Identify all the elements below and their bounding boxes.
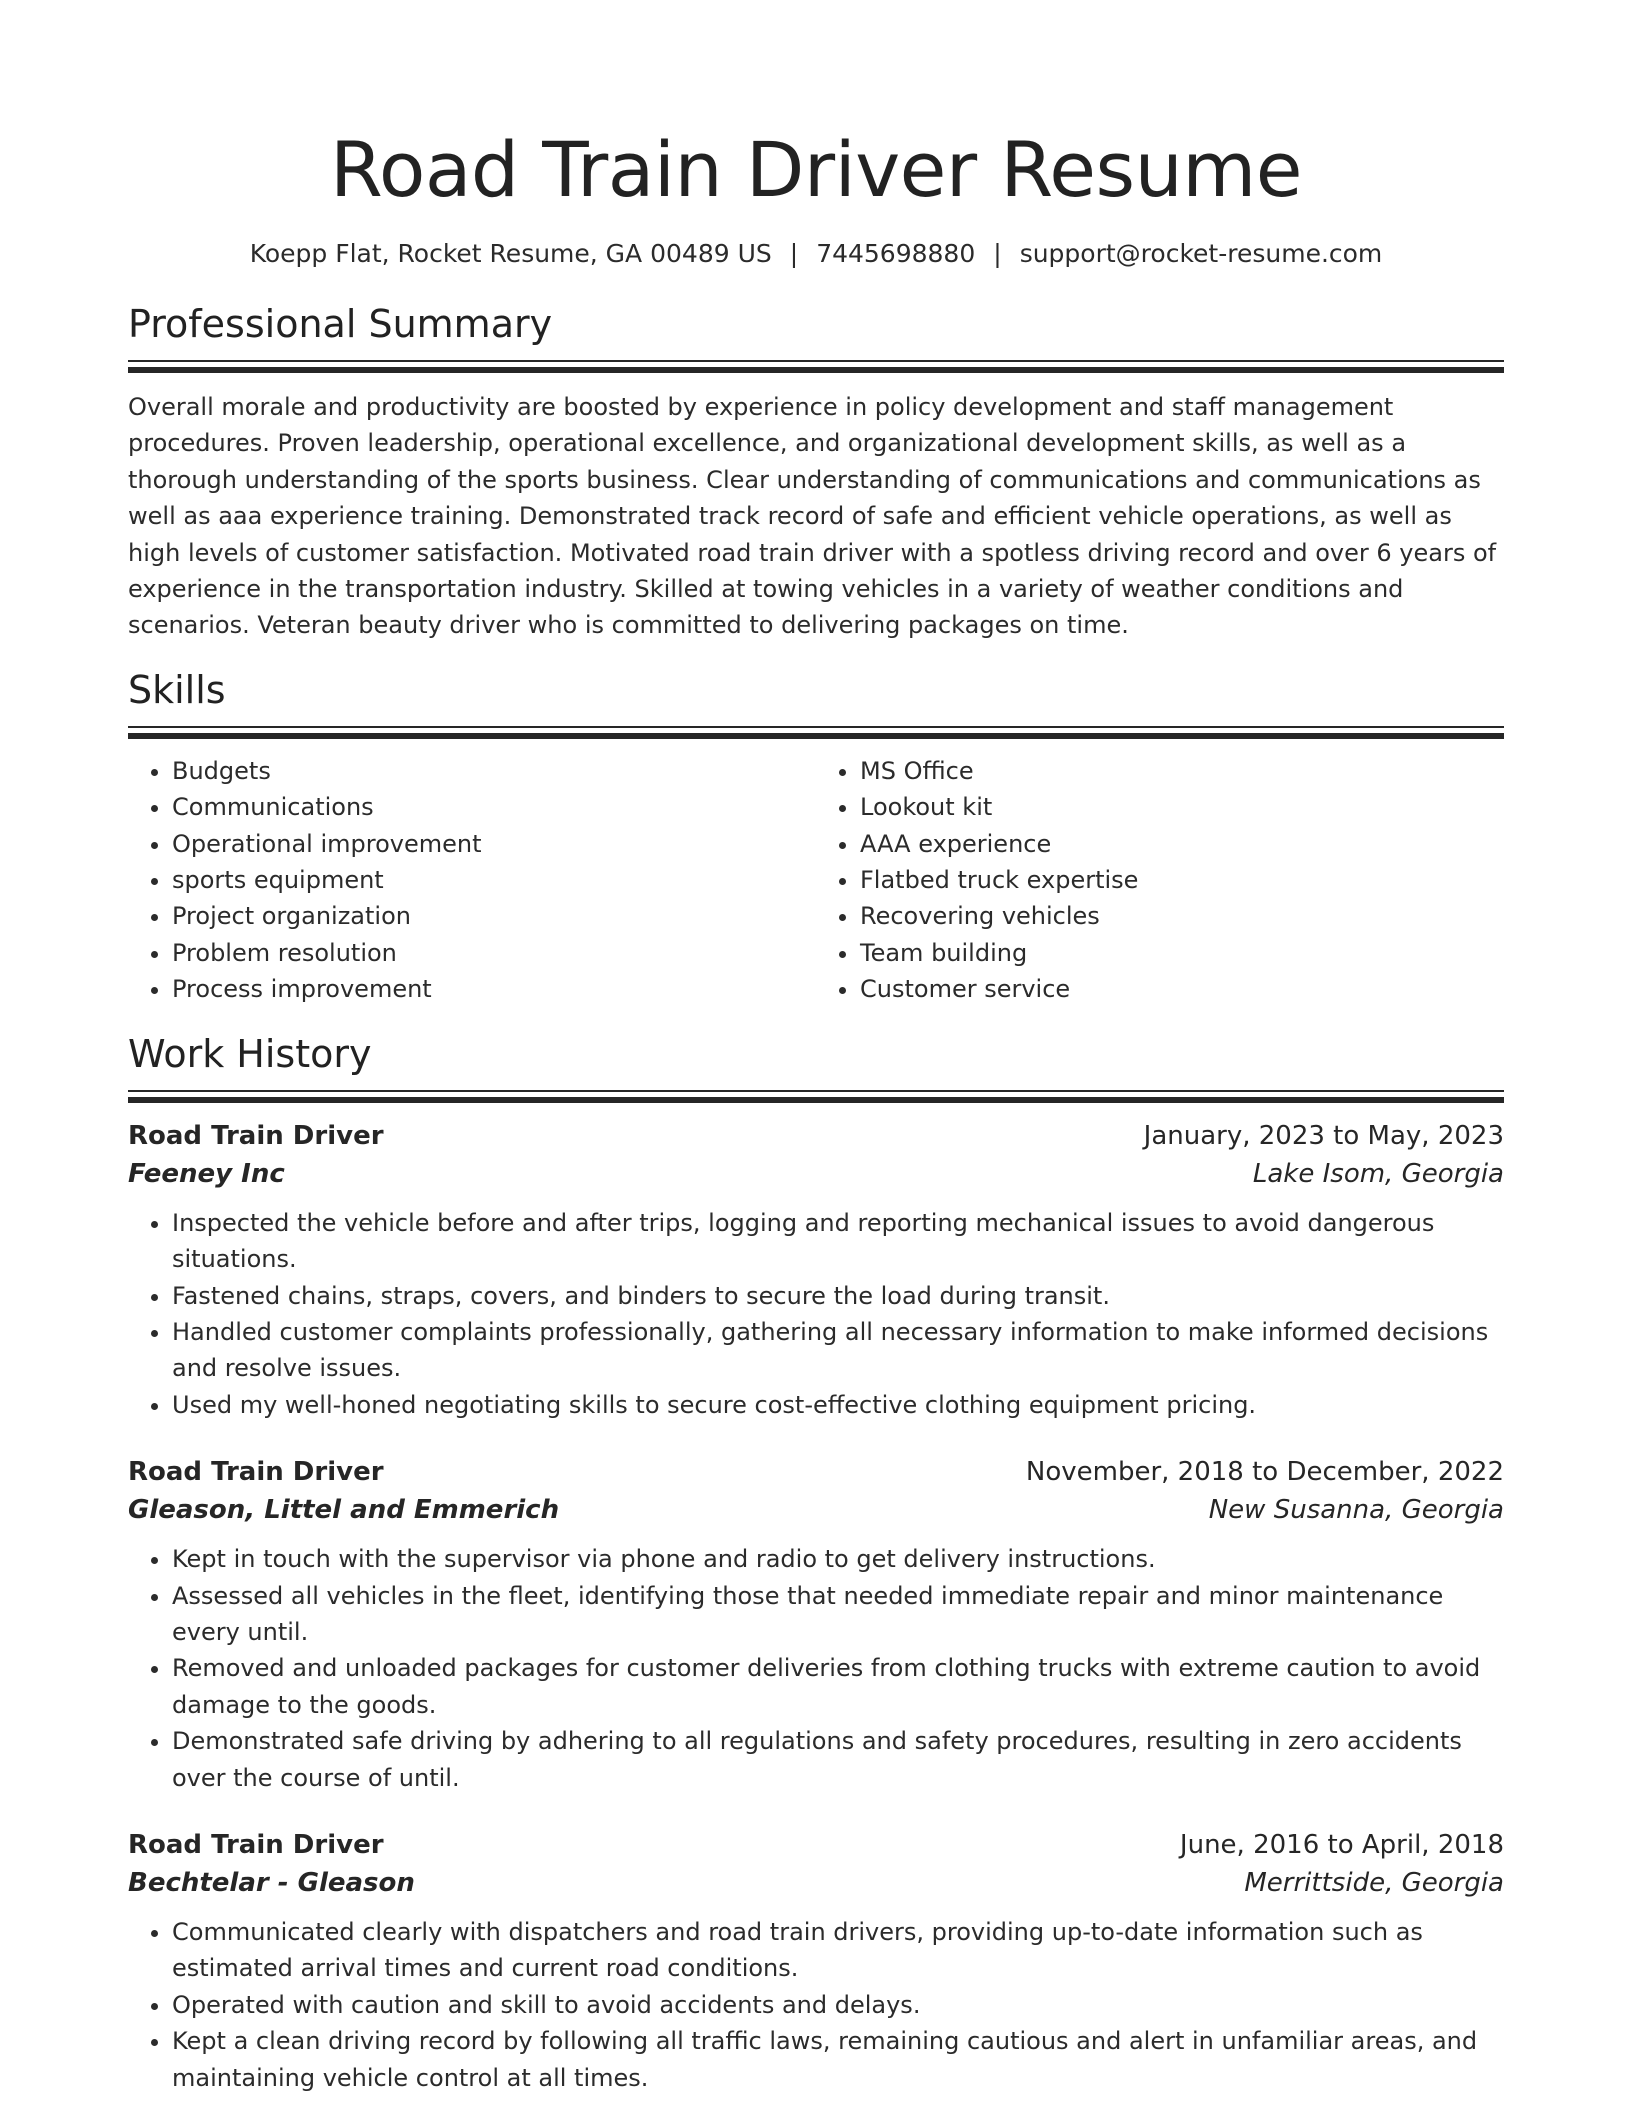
job-bullet: • Removed and unloaded packages for customer deliveries from clothing trucks with extreme caution to avoid damage to the goods.	[172, 1650, 1504, 1723]
job-bullets	[128, 1541, 1504, 1796]
contact-separator: |	[789, 239, 799, 268]
job-bullet: • Kept a clean driving record by following all traffic laws, remaining cautious and alert in unfamiliar areas, and maintaining vehicle control at all times.	[172, 2023, 1504, 2096]
skill-item: • Process improvement	[172, 971, 816, 1007]
job-location: Lake Isom, Georgia	[1252, 1158, 1504, 1189]
contact-address: Koepp Flat, Rocket Resume, GA 00489 US	[249, 239, 772, 268]
summary-heading: Professional Summary	[128, 302, 553, 346]
job-subheader-row	[128, 1155, 1504, 1193]
job-company: Gleason, Littel and Emmerich	[128, 1495, 560, 1526]
job-title: Road Train Driver	[128, 1120, 384, 1151]
work-history-section	[128, 1030, 1504, 2096]
skills-section	[128, 666, 1504, 1008]
section-divider-thin	[128, 726, 1504, 728]
job-bullet: • Fastened chains, straps, covers, and binders to secure the load during transit.	[172, 1278, 1504, 1314]
job-location: New Susanna, Georgia	[1208, 1495, 1504, 1526]
contact-phone: 7445698880	[816, 239, 976, 268]
work-history-heading: Work History	[128, 1031, 372, 1076]
skills-heading: Skills	[128, 667, 226, 712]
skill-item: • Operational improvement	[172, 826, 816, 862]
job-header-row	[128, 1826, 1504, 1864]
section-divider-thick	[128, 1097, 1504, 1103]
section-divider-thick	[128, 367, 1504, 373]
job-bullet: • Used my well-honed negotiating skills to secure cost-effective clothing equipment pricing.	[172, 1387, 1504, 1423]
job-dates: June, 2016 to April, 2018	[1179, 1829, 1504, 1860]
skill-item: • Customer service	[860, 971, 1504, 1007]
job-company: Bechtelar - Gleason	[128, 1867, 415, 1898]
skill-item: • AAA experience	[860, 826, 1504, 862]
job-subheader-row	[128, 1864, 1504, 1902]
job-header-row	[128, 1453, 1504, 1491]
section-divider-thin	[128, 1090, 1504, 1092]
resume-page	[128, 0, 1504, 2096]
skill-item: • Team building	[860, 935, 1504, 971]
skill-item: • Communications	[172, 789, 816, 825]
job-location: Merrittside, Georgia	[1244, 1867, 1504, 1898]
job-entry	[128, 1826, 1504, 2096]
job-company: Feeney Inc	[128, 1158, 285, 1189]
contact-separator: |	[993, 239, 1002, 268]
summary-text: Overall morale and productivity are boosted by experience in policy development and staff management procedures. Proven leadership, operational excellence, and organizational development skills, as well as a thorough understanding of the sports business. Clear understanding of communications and communications as well as aaa experience training. Demonstrated track record of safe and efficient vehicle operations, as well as high levels of customer satisfaction. Motivated road train driver with a spotless driving record and over 6 years of experience in the transportation industry. Skilled at towing vehicles in a variety of weather conditions and scenarios. Veteran beauty driver who is committed to delivering packages on time.	[128, 393, 1497, 640]
skill-item: • sports equipment	[172, 862, 816, 898]
job-entry	[128, 1117, 1504, 1423]
skill-item: • Budgets	[172, 753, 816, 789]
job-header-row	[128, 1117, 1504, 1155]
job-bullet: • Handled customer complaints professionally, gathering all necessary information to make informed decisions and resolve issues.	[172, 1314, 1504, 1387]
job-subheader-row	[128, 1491, 1504, 1529]
contact-line	[128, 238, 1504, 270]
section-divider-thin	[128, 360, 1504, 362]
job-dates: January, 2023 to May, 2023	[1143, 1120, 1504, 1151]
job-bullet: • Demonstrated safe driving by adhering to all regulations and safety procedures, resulting in zero accidents over the course of until.	[172, 1723, 1504, 1796]
job-entry	[128, 1453, 1504, 1796]
skill-item: • Flatbed truck expertise	[860, 862, 1504, 898]
job-title: Road Train Driver	[128, 1829, 384, 1860]
summary-section	[128, 300, 1504, 644]
job-bullets	[128, 1914, 1504, 2096]
skill-item: • Problem resolution	[172, 935, 816, 971]
contact-email: support@rocket-resume.com	[1019, 239, 1383, 268]
resume-title: Road Train Driver Resume	[329, 125, 1303, 214]
skills-columns	[128, 753, 1504, 1008]
skill-item: • MS Office	[860, 753, 1504, 789]
skills-list-left	[128, 753, 816, 1008]
skills-list-right	[816, 753, 1504, 1008]
job-title: Road Train Driver	[128, 1457, 384, 1488]
skill-item: • Lookout kit	[860, 789, 1504, 825]
skill-item: • Project organization	[172, 898, 816, 934]
job-bullet: • Inspected the vehicle before and after trips, logging and reporting mechanical issues to avoid dangerous situations.	[172, 1205, 1504, 1278]
job-bullet: • Communicated clearly with dispatchers and road train drivers, providing up-to-date information such as estimated arrival times and current road conditions.	[172, 1914, 1504, 1987]
job-dates: November, 2018 to December, 2022	[1025, 1457, 1504, 1488]
section-divider-thick	[128, 733, 1504, 739]
job-bullets	[128, 1205, 1504, 1423]
job-bullet: • Kept in touch with the supervisor via phone and radio to get delivery instructions.	[172, 1541, 1504, 1577]
job-bullet: • Operated with caution and skill to avoid accidents and delays.	[172, 1987, 1504, 2023]
job-bullet: • Assessed all vehicles in the fleet, identifying those that needed immediate repair and minor maintenance every until.	[172, 1578, 1504, 1651]
skill-item: • Recovering vehicles	[860, 898, 1504, 934]
